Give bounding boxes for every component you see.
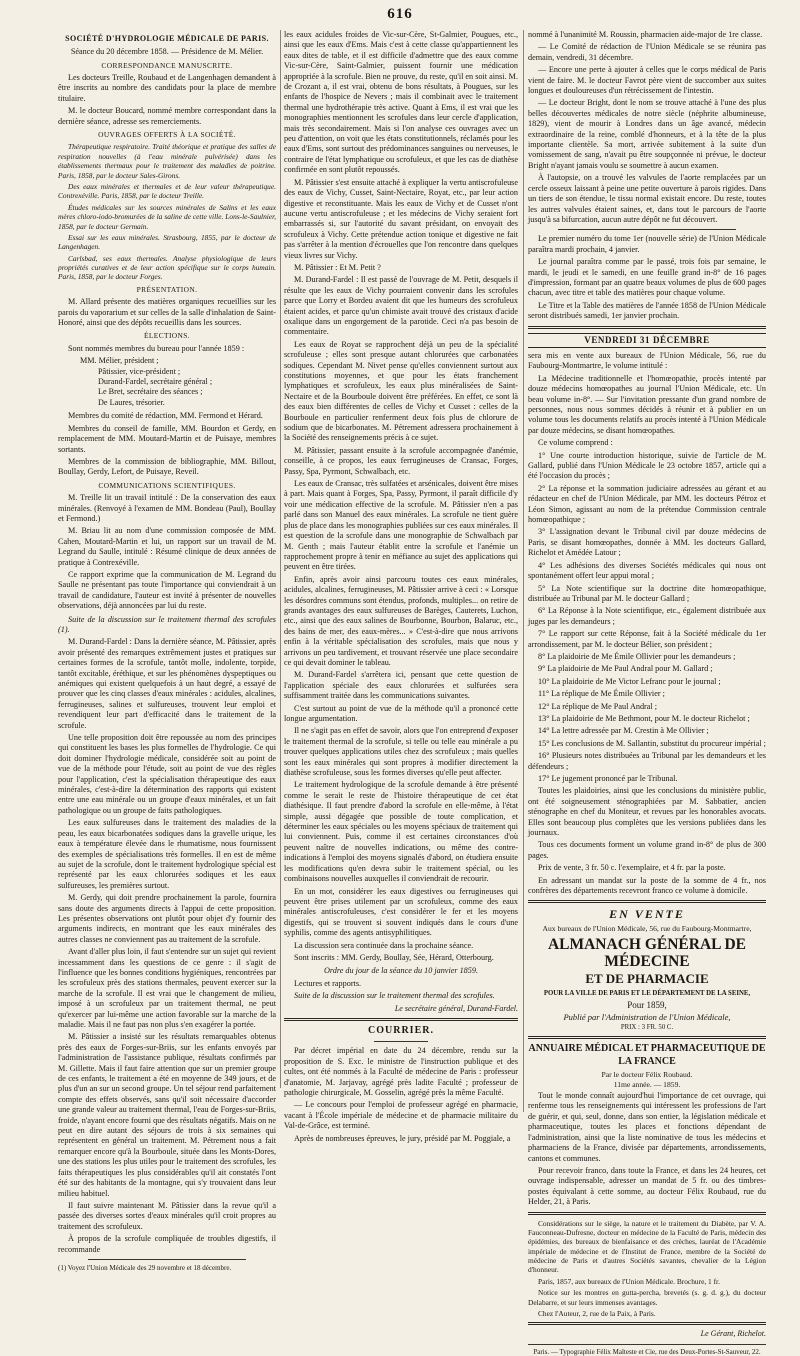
contents-item: 12° La réplique de Me Paul Andral ; [538, 701, 658, 711]
paragraph: M. Pâtissier : Et M. Petit ? [294, 262, 381, 272]
paragraph: Membres du conseil de famille, MM. Bourdon et Gerdy, en remplacement de MM. Moutard-Martin et de Puisaye, membres sortants. [58, 423, 276, 454]
paragraph: Membres de la commission de bibliographie, MM. Billout, Boullay, Gerdy, Lefort, de Puisaye, Reveil. [58, 456, 276, 477]
bureau-member: Le Bret, secrétaire des séances ; [98, 387, 203, 397]
paragraph: Paris, 1857, aux bureaux de l'Union Médicale. Brochure, 1 fr. [538, 1276, 720, 1286]
book-title: La Médecine traditionnelle et l'homœopathie, procès intenté par douze médecins homœopathes au journal l'Union Médicale, etc. Un beau volume in-8°. — Sur l'invitation pressante d'un grand nombre de personnes, nous nous sommes décidés à réunir et à publier en un volume tous les documents relatifs au procès intenté à l'Union Médicale par douze médecins, se disant homœopathes. [528, 373, 766, 435]
paragraph: M. le docteur Boucard, nommé membre correspondant dans la dernière séance, adresse ses remerciements. [58, 106, 276, 126]
paragraph: Ce volume comprend : [538, 438, 613, 448]
column-divider-2 [523, 30, 524, 1112]
bureau-list [80, 356, 276, 408]
paragraph: Tous ces documents forment un volume grand in-8° de plus de 300 pages. [528, 840, 766, 860]
paragraph: Sont inscrits : MM. Gerdy, Boullay, Sée, Hérard, Otterbourg. [294, 952, 494, 962]
paragraph: — Le Comité de rédaction de l'Union Médicale se se réunira pas demain, vendredi, 31 décembre. [528, 42, 766, 62]
column-1 [58, 30, 276, 1272]
paragraph: Après de nombreuses épreuves, le jury, présidé par M. Poggiale, a [294, 1133, 511, 1143]
almanach-price: PRIX : 3 FR. 50 C. [620, 1023, 674, 1031]
courrier-heading: COURRIER. [368, 1024, 434, 1036]
communications-heading: COMMUNICATIONS SCIENTIFIQUES. [98, 480, 236, 490]
contents-item: 16° Plusieurs notes distribuées au Tribunal par les demandeurs et les défendeurs ; [528, 751, 766, 771]
almanach-subtitle: ET DE PHARMACIE [585, 971, 709, 987]
society-title: SOCIÉTÉ D'HYDROLOGIE MÉDICALE DE PARIS. [65, 34, 269, 43]
bureau-member: MM. Mélier, président ; [80, 356, 159, 366]
bureau-member: Pâtissier, vice-président ; [98, 366, 181, 376]
paragraph: M. Treille lit un travail intitulé : De la conservation des eaux minérales. (Renvoyé à l'examen de MM. Bondeau (Paul), Boullay et Fermond.) [58, 493, 276, 523]
almanach-publisher: Publié par l'Administration de l'Union Médicale, [563, 1012, 731, 1022]
agenda-item: Suite de la discussion sur le traitement thermal des scrofules. [294, 991, 495, 1001]
agenda-item: Lectures et rapports. [294, 978, 362, 988]
contents-item: 14° La lettre adressée par M. Crestin à Me Ollivier ; [538, 726, 709, 736]
contents-list [528, 451, 766, 785]
paragraph: C'est surtout au point de vue de la méthode qu'il a prononcé cette longue argumentation. [284, 703, 518, 723]
contents-item: 9° La plaidoirie de Me Paul Andral pour M. Gallard ; [538, 664, 713, 674]
paragraph: Il faut suivre maintenant M. Pâtissier dans la revue qu'il a passée des diverses sortes d'eaux minérales qu'il croit propres au traitement des scrofuleux. [58, 1200, 276, 1231]
contents-item: 13° La plaidoirie de Me Bethmont, pour M. le docteur Richelot ; [538, 713, 750, 723]
paragraph: La discussion sera continuée dans la prochaine séance. [294, 940, 474, 950]
paragraph: M. Pâtissier a insisté sur les résultats remarquables obtenus près des eaux de Forges-sur-Briis, sur les enfants envoyés par l'administration de l'assistance publique, résultats confirmés par M. Gillette. Mais il faut faire attention que sur un premier groupe de ces enfants, le traitement a été en moyenne de 349 jours, et de plus d'un an sur un second groupe. Un tel séjour rend parfaitement compte des effets observés, sans qu'il soit nécessaire d'accorder une grande valeur au traitement thermal, l'eau de Forges-sur-Briis, froide, n'ayant encore fourni que des résultats négatifs. Mais on ne peut en dire autant des séjours de trois à six semaines qui représentent en général un traitement. M. Pétrement nous a fait remarquer encore qu'à la Bourboule, située dans les Monts-Dores, une des stations les plus utiles pour le traitement des scrofules, les faits thérapeutiques les plus considérables qu'il ait constatés l'ont été sur des habitants de la montagne, qui s'y trouvaient dans leur milieu habituel. [58, 1032, 276, 1198]
column-divider-1 [280, 30, 281, 1088]
discussion-heading: Suite de la discussion sur le traitement thermal des scrofules (1). [58, 614, 276, 634]
column-2 [284, 30, 518, 1143]
paragraph: À l'autopsie, on a trouvé les valvules de l'aorte remplacées par un cercle osseux laissant à peine une petite ouverture à parois rigides. Dans un tiers de son étendue, le tissu normal existait encore. Du reste, toutes les autres valvules étaient saines, et, dans tout le parcours de l'aorte jusqu'à sa bifurcation, aucun autre dépôt ne fut découvert. [528, 173, 766, 224]
elections-heading: ÉLECTIONS. [143, 331, 191, 341]
printer-imprint: Paris. — Typographie Félix Malteste et Cie, rue des Deux-Portes-St-Sauveur, 22. [533, 1347, 761, 1356]
paragraph: nommé à l'unanimité M. Roussin, pharmacien aide-major de 1re classe. [528, 30, 763, 39]
courrier-underline [374, 1041, 428, 1042]
paragraph: En adressant un mandat sur la poste de la somme de 4 fr., nos confrères des départements recevront franco ce volume à domicile. [528, 875, 766, 896]
section-rule [528, 1036, 766, 1039]
work-entry: Thérapeutique respiratoire. Traité théorique et pratique des salles de respiration nouvelles (à l'eau minérale pulvérisée) dans les établissements thermaux pour le traitement des maladies de poitrine. Paris, 1858, par le docteur Sales-Girons. [58, 142, 276, 180]
work-entry: Études médicales sur les sources minérales de Salins et les eaux mères chloro-iodo-bromurées de la saline de cette ville. Lons-le-Saulnier, 1858, par le docteur Germain. [58, 202, 276, 231]
annuaire-author: Par le docteur Félix Roubaud. [601, 1069, 693, 1079]
paragraph: M. Durand-Fardel : Dans la dernière séance, M. Pâtissier, après avoir présenté des remarques extrêmement justes et pratiques sur certaines formes de la scrofule, tantôt molle, indolente, torpide, tantôt excitable, éréthique, et sur les phénomènes dyspeptiques ou anémiques qui existent quelquefois à un haut degré, a essayé de prouver que les cinq classes d'eaux minérales : acidules, alcalines, ferrugineuses, salines et sulfureuses, trouvent leur emploi et revendiquent leur part d'efficacité dans le traitement de la scrofule. [58, 637, 276, 730]
contents-item: 2° La réponse et la sommation judiciaire adressées au gérant et au rédacteur en chef de l'Union Médicale, par MM. les docteurs Pétroz et Léon Simon, agissant au nom de la prétendue Commission centrale homœopathique ; [528, 483, 766, 525]
almanach-year: Pour 1859, [627, 999, 667, 1010]
contents-item: 1° Une courte introduction historique, suivie de l'article de M. Gallard, publié dans l'Union Médicale le 23 octobre 1857, article qui a été l'occasion du procès ; [528, 450, 766, 481]
almanach-title: ALMANACH GÉNÉRAL DE MÉDECINE [547, 936, 747, 971]
work-entry: Carlsbad, ses eaux thermales. Analyse physiologique de leurs propriétés curatives et de leur action spécifique sur le corps humain. Paris, 1858, par le docteur Forges. [58, 253, 276, 282]
column-3 [528, 30, 766, 1356]
paragraph: les eaux acidules froides de Vic-sur-Cère, St-Galmier, Pougues, etc., ainsi que les eaux d'Ems. Mais c'est à cette classe qu'appartiennent les eaux dites de table, et il est difficile d'admettre que des eaux comme Vic-sur-Cère, Saint-Galmier, puissent fournir une médication appropriée à la scrofule. Bien ne prouve, du reste, qu'il en soit ainsi. M. de Crozant a, il est vrai, obtenu de bons résultats, à Pougues, sur les enfants de l'hospice de Nevers ; mais il combinait avec le traitement thermal une hydrothérapie très active. Quant à Ems, il est vrai que les monographies mentionnent les scrofules dans leur cercle d'application, mais très secondairement. Mais si l'on analyse ces ouvrages avec un peu d'attention, on voit que les états constitutionnels, réclamés pour les eaux d'Ems, sont surtout des prédominances sanguines ou nerveuses, le contraire de l'état lymphatique ou scrofuleux, et que les cas de diathèse confirmée en sont plutôt repoussés. [284, 30, 518, 175]
contents-item: 3° L'assignation devant le Tribunal civil par douze médecins de Paris, se disant homœopathes, donnée à MM. les docteurs Gallard, Richelot et Amédée Latour ; [528, 527, 766, 558]
paragraph: — Le concours pour l'emploi de professeur agrégé en pharmacie, vacant à l'École impériale de médecine et de pharmacie militaire du Val-de-Grâce, est terminé. [284, 1100, 518, 1131]
work-entry: Essai sur les eaux minérales. Strasbourg, 1855, par le docteur de Langenhagen. [58, 232, 276, 252]
paragraph: Les docteurs Treille, Roubaud et de Langenhagen demandent à être inscrits au nombre des candidats pour la place de membre titulaire. [58, 72, 276, 103]
for-sale-heading: EN VENTE [609, 907, 685, 922]
contents-item: 17° Le jugement prononcé par le Tribunal. [538, 774, 678, 784]
presentation-heading: PRÉSENTATION. [136, 284, 198, 294]
paragraph: Les eaux de Royat se rapprochent déjà un peu de la spécialité scrofuleuse ; elles sont presque autant chlorurées que carbonatées sodiques. Cependant M. Nivet pense qu'elles conviennent surtout aux constitutions moyennes, et que pour les états franchement lymphatiques et scrofuleux, les eaux plus minéralisées de Saint-Nectaire et de la Bourboule doivent être préférées. En effet, ce sont là des eaux bien différentes de celles de Vichy et Cusset : celles de la Bourboule en particulier renferment deux fois plus de chlorure de sodium que de bicarbonates. M. Pétrement adressera prochainement à la Société des renseignements précis à ce sujet. [284, 339, 518, 443]
paragraph: Chez l'Auteur, 2, rue de la Paix, à Paris. [538, 1309, 656, 1319]
paragraph: En un mot, considérer les eaux digestives ou ferrugineuses qui peuvent être prises utilement par un scrofuleux, comme des eaux minérales antiscrofuleuses, c'est considérer le fer et les moyens digestifs, qui se trouvent si souvent indiqués dans le cours d'une syphilis, comme des agents antisyphilitiques. [284, 886, 518, 938]
contents-item: 8° La plaidoirie de Me Émile Ollivier pour les demandeurs ; [538, 651, 736, 661]
footnote: (1) Voyez l'Union Médicale des 29 novembre et 18 décembre. [58, 1263, 232, 1272]
correspondence-heading: CORRESPONDANCE MANUSCRITE. [101, 60, 233, 70]
footnote-rule [88, 1259, 246, 1260]
paragraph: M. Durand-Fardel : Il est passé de l'ouvrage de M. Petit, desquels il résulte que les eaux de Vichy pourraient convenir dans les scrofules parce que Lorry et Bordeu avaient dit que les humeurs des scrofuleux étaient acides, et parce qu'un chimiste avait trouvé des cristaux d'acide oxalique dans un engorgement de la parotide. Ceci n'a pas besoin de commentaire. [284, 275, 518, 337]
contents-item: 11° La réplique de Me Émile Ollivier ; [538, 689, 665, 699]
paragraph: M. Allard présente des matières organiques recueillies sur les parois du vaporarium et sur celles de la salle d'inhalation de Saint-Honoré, ainsi que des dépôts recueillis dans les sources. [58, 297, 276, 328]
bureau-member: De Laures, trésorier. [98, 397, 165, 407]
paragraph: Une telle proposition doit être repoussée au nom des principes qui constituent les bases les plus formelles de l'hydrologie. Ce qui doit dominer l'hydrologie médicale, considérée soit au point de vue de la méthode pour l'étude, soit au point de vue des règles pour l'application, c'est la spécialisation thérapeutique des eaux minérales, c'est-à-dire la détermination des rapports qui existent entre une eau minérale ou un groupe d'eaux minérales, et un fait pathologique ou un groupe de faits pathologiques. [58, 733, 276, 815]
contents-item: 10° La plaidoirie de Me Victor Lefranc pour le journal ; [538, 676, 721, 686]
paragraph: À propos de la scrofule compliquée de troubles digestifs, il recommande [58, 1234, 276, 1254]
paragraph: Enfin, après avoir ainsi parcouru toutes ces eaux minérales, acidules, alcalines, ferrugineuses, M. Pâtissier arrive à ceci : « Lorsque les désordres communs sont étendus, profonds, multiples... on retire de grands avantages des eaux sulfureuses de Barèges, Cauterets, Luchon, etc., ainsi que des eaux salines de Bourbonne, Bourbon, Balaruc, etc., des bains de mer, des eaux-mères... » C'est-à-dire que nous arrivons enfin à la véritable spécialisation des scrofules, mais que nous y arrivons un peu tardivement, et trouvant réservée une place secondaire ce qui devait dominer le tableau. [284, 574, 518, 667]
paragraph: Considérations sur le siège, la nature et le traitement du Diabète, par V. A. Fauconneau-Dufresne, docteur en médecine de la Faculté de Paris, médecin des épidémies, des bureaux de bienfaisance et des crèches, lauréat de l'Académie impériale de médecine et de l'Institut de France, membre de la Société de médecine de Paris et d'autres Sociétés savantes, chevalier de la Légion d'honneur. [528, 1218, 766, 1275]
paragraph: Les eaux de Cransac, très sulfatées et arsénicales, doivent être mises à part. Mais quant à Forges, Spa, Passy, Pyrmont, il paraît difficile d'y voir une médication effective de la scrofule. M. Pâtissier n'en a pas parlé dans son Manuel des eaux minérales. La scrofule ne tient guère plus de place dans les monographies publiées sur ces eaux minérales. Il est question de la scrofule dans une monographie de Schwalbach par M. Genth ; mais l'auteur établit entre la scrofule et l'anémie un rapprochement propre à tenir en méfiance au sujet des applications qui peuvent en être tirées. [284, 479, 518, 572]
works-heading: OUVRAGES OFFERTS À LA SOCIÉTÉ. [98, 129, 236, 139]
paragraph: Tout le monde connaît aujourd'hui l'importance de cet ouvrage, qui renferme tous les renseignements qui intéressent les professions de l'art de guérir, et qui, seul, donne, dans son entier, la législation médicale et pharmaceutique, toutes les places et fonctions dépendant de l'administration, ainsi que la liste nominative de tous les médecins et pharmaciens de la France, divisée par départements, arrondissements, cantons et communes. [528, 1091, 766, 1163]
gerant-signature: Le Gérant, Richelot. [700, 1329, 766, 1339]
paragraph: Le traitement hydrologique de la scrofule demande à être présenté comme le serait le reste de l'histoire thérapeutique de cet état diathésique. Il faut prendre d'abord la scrofule en elle-même, à l'état simple, aussi dégagée que possible de toute complication, et déterminer les eaux spéciales ou les moyens spéciaux de traitement qui lui conviennent. Puis, comme il est certaines circonstances d'où peuvent naître de nouvelles indications, ou même des contre-indications à l'emploi des moyens signalés d'abord, on étudiera ensuite les modifications qu'en devra subir le traitement spécial, ou les combinaisons nouvelles auxquelles il conviendrait de recourir. [284, 780, 518, 884]
paragraph: M. Pâtissier s'est ensuite attaché à expliquer la vertu antiscrofuleuse des eaux de Vichy, Cusset, Saint-Nectaire, Royat, etc., par leur action digestive et reconstituante. Mais les eaux de Vichy et de Cusset n'ont aucune vertu antiscrofuleuse ; et les médecins de Vichy seraient fort embarrassés si, sur l'autorité du savant présidant, on envoyait des scrofuleux à Vichy. Cette prétendue action tonique et digestive ne fait pas s'arrêter à la mention d'écrouelles que l'on rencontre dans quelques vieux livres sur Vichy. [284, 177, 518, 260]
paragraph: Pour recevoir franco, dans toute la France, et dans les 24 heures, cet ouvrage indispensable, adresser un mandat de 5 fr. ou des timbres-postes équivalant à cette somme, au docteur Félix Roubaud, rue du Helder, 21, à Paris. [528, 1165, 766, 1207]
paragraph: Notice sur les montres en gutta-percha, brevetés (s. g. d. g.), du docteur Delabarre, et sur leurs immenses avantages. [528, 1288, 766, 1307]
contents-item: 5° La Note scientifique sur la doctrine dite homœopathique, distribuée au Tribunal par M. le docteur Gallard ; [528, 583, 766, 603]
paragraph: — Le docteur Bright, dont le nom se trouve attaché à l'une des plus belles découvertes médicales de notre siècle (néphrite albumineuse, 1829), vient de mourir à Londres dans un âge avancé, médecin extraordinaire de la reine, comblé d'honneurs, et à la tête de la plus importante clientèle. Sa mort, arrivée subitement à la suite d'un vomissement de sang, n'avait pu être soupçonnée ni prévue, le docteur Bright n'ayant jamais voulu se soumettre à aucun examen. [528, 98, 766, 170]
paragraph: M. Briau lit au nom d'une commission composée de MM. Cahen, Moutard-Martin et lui, un rapport sur un travail de M. Legrand du Saulle, intitulé : Résumé clinique de deux années de pratique à Contrexéville. [58, 526, 276, 567]
paragraph: sera mis en vente aux bureaux de l'Union Médicale, 56, rue du Faubourg-Montmartre, le volume intitulé : [528, 350, 766, 371]
bureau-member: Durand-Fardel, secrétaire général ; [98, 377, 213, 387]
contents-item: 15° Les conclusions de M. Sallantin, substitut du procureur impérial ; [538, 738, 766, 748]
paragraph: Toutes les plaidoiries, ainsi que les conclusions du ministère public, ont été soigneusement sténographiées par M. Sabbatier, ancien sténographe en chef du Moniteur, et revues par les honorables avocats. Elles sont beaucoup plus complètes que les versions publiées dans les journaux. [528, 786, 766, 838]
section-rule [528, 900, 766, 903]
paragraph: — Encore une perte à ajouter à celles que le corps médical de Paris vient de faire. M. le docteur Favrot père vient de succomber aux suites longues et douloureuses d'un rétrécissement de l'intestin. [528, 65, 766, 96]
agenda-heading: Ordre du jour de la séance du 10 janvier 1859. [323, 966, 479, 976]
paragraph: Sont nommés membres du bureau pour l'année 1859 : [68, 343, 245, 353]
paragraph: Ce rapport exprime que la communication de M. Legrand du Saulle ne présentant pas toute l'importance qui conviendrait à un travail de candidature, l'auteur est invité à présenter de nouvelles observations, déjà annoncées par lui du reste. [58, 569, 276, 611]
secretary-signature: Le secrétaire général, Durand-Fardel. [394, 1003, 518, 1013]
session-line: Séance du 20 décembre 1858. — Présidence de M. Mélier. [70, 47, 264, 57]
paragraph: Les eaux sulfureuses dans le traitement des maladies de la peau, les eaux bicarbonatées sodiques dans la gravelle urique, les eaux à température élevée dans le rhumatisme, nous fournissent des exemples de spécialisations très formelles. Il en est de même au sujet de la scrofule, dont le traitement hydrologique spécial est représenté par les eaux chlorurées sodiques et les eaux sulfureuses, les premières surtout. [58, 818, 276, 890]
paragraph: M. Pâtissier, passant ensuite à la scrofule accompagnée d'anémie, conseille, à ce propos, les eaux ferrugineuses de Cransac, Forges, Passy, Spa, Pyrmont, Schwalbach, etc. [284, 445, 518, 476]
almanach-scope: POUR LA VILLE DE PARIS ET LE DÉPARTEMENT DE LA SEINE, [543, 989, 751, 997]
paragraph: Prix de vente, 3 fr. 50 c. l'exemplaire, et 4 fr. par la poste. [538, 863, 726, 873]
paragraph: Membres du comité de rédaction, MM. Fermond et Hérard. [68, 411, 263, 421]
contents-item: 6° La Réponse à la Note scientifique, etc., également distribuée aux juges par les demandeurs ; [528, 606, 766, 626]
paragraph: M. Durand-Fardel s'arrêtera ici, pensant que cette question de l'application spéciale des eaux chlorurées et sulfurées sera suffisamment traitée dans les communications suivantes. [284, 670, 518, 701]
separator [558, 229, 736, 230]
paragraph: Il ne s'agit pas en effet de savoir, alors que l'on entreprend d'exposer le traitement thermal de la scrofule, si telle ou telle eau minérale a pu trouver quelques applications utiles chez des scrofuleux ; mais quelles sont les eaux minérales qui sont propres à modifier directement la diathèse scrofuleuse, sous les formes diverses qu'elle peut affecter. [284, 726, 518, 778]
section-rule [528, 1322, 766, 1325]
annuaire-edition: 11me année. — 1859. [613, 1080, 681, 1090]
contents-item: 7° Le rapport sur cette Réponse, fait à la Société médicale du 1er arrondissement, par M. le docteur Bélier, son président ; [528, 629, 766, 649]
date-heading: VENDREDI 31 DÉCEMBRE [528, 333, 766, 348]
paragraph: Par décret impérial en date du 24 décembre, rendu sur la proposition de S. Exc. le ministre de l'instruction publique et des cultes, ont été nommés à la Faculté de médecine de Paris : professeur d'anatomie, M. Jarjavay, agrégé près ladite Faculté ; professeur de pathologie chirurgicale, M. Gosselin, agrégé près la même Faculté. [284, 1046, 518, 1098]
paragraph: Le premier numéro du tome 1er (nouvelle série) de l'Union Médicale paraîtra mardi prochain, 4 janvier. [528, 234, 766, 254]
annuaire-title: ANNUAIRE MÉDICAL ET PHARMACEUTIQUE DE LA FRANCE [528, 1043, 766, 1068]
section-rule [528, 326, 766, 329]
section-rule [284, 1018, 518, 1021]
paragraph: Le Titre et la Table des matières de l'année 1858 de l'Union Médicale seront distribués samedi, 1er janvier prochain. [528, 300, 766, 321]
contents-item: 4° Les adhésions des diverses Sociétés médicales qui nous ont spontanément offert leur appui moral ; [528, 560, 766, 581]
paragraph: M. Gerdy, qui doit prendre prochainement la parole, fournira sans doute des arguments directs à l'appui de cette proposition. Les présentes observations ont plutôt pour objet d'y fournir des arguments indirects, en montrant que les eaux minérales des autres classes ne conviennent pas au traitement de la scrofule. [58, 893, 276, 944]
section-rule [528, 1212, 766, 1215]
imprint-rule [528, 1344, 766, 1345]
page-number: 616 [387, 6, 413, 22]
paragraph: Avant d'aller plus loin, il faut s'entendre sur un sujet qui revient incessamment dans les questions de ce genre : il s'agit de l'influence que les bonnes conditions hygiéniques, rencontrées par les scrofuleux près des stations thermales, peuvent exercer sur la marche de la scrofule. Il est vrai que le changement de milieu, imposé à un scrofuleux par un traitement thermal, ne peut qu'exercer par lui-même une action favorable sur la marche de la maladie. Mais il ne faut pas non plus s'en exagérer la portée. [58, 947, 276, 1030]
work-entry: Des eaux minérales et thermales et de leur valeur thérapeutique. Contrexéville. Paris, 1858, par le docteur Treille. [58, 181, 276, 201]
for-sale-address: Aux bureaux de l'Union Médicale, 56, rue du Faubourg-Montmartre, [542, 923, 752, 933]
paragraph: Le journal paraîtra comme par le passé, trois fois par semaine, le mardi, le jeudi et le samedi, en une feuille grand in-8° de 16 pages d'impression, formant par an quatre beaux volumes de plus de 600 pages chacun, avec titre et table des matières pour chaque volume. [528, 257, 766, 298]
